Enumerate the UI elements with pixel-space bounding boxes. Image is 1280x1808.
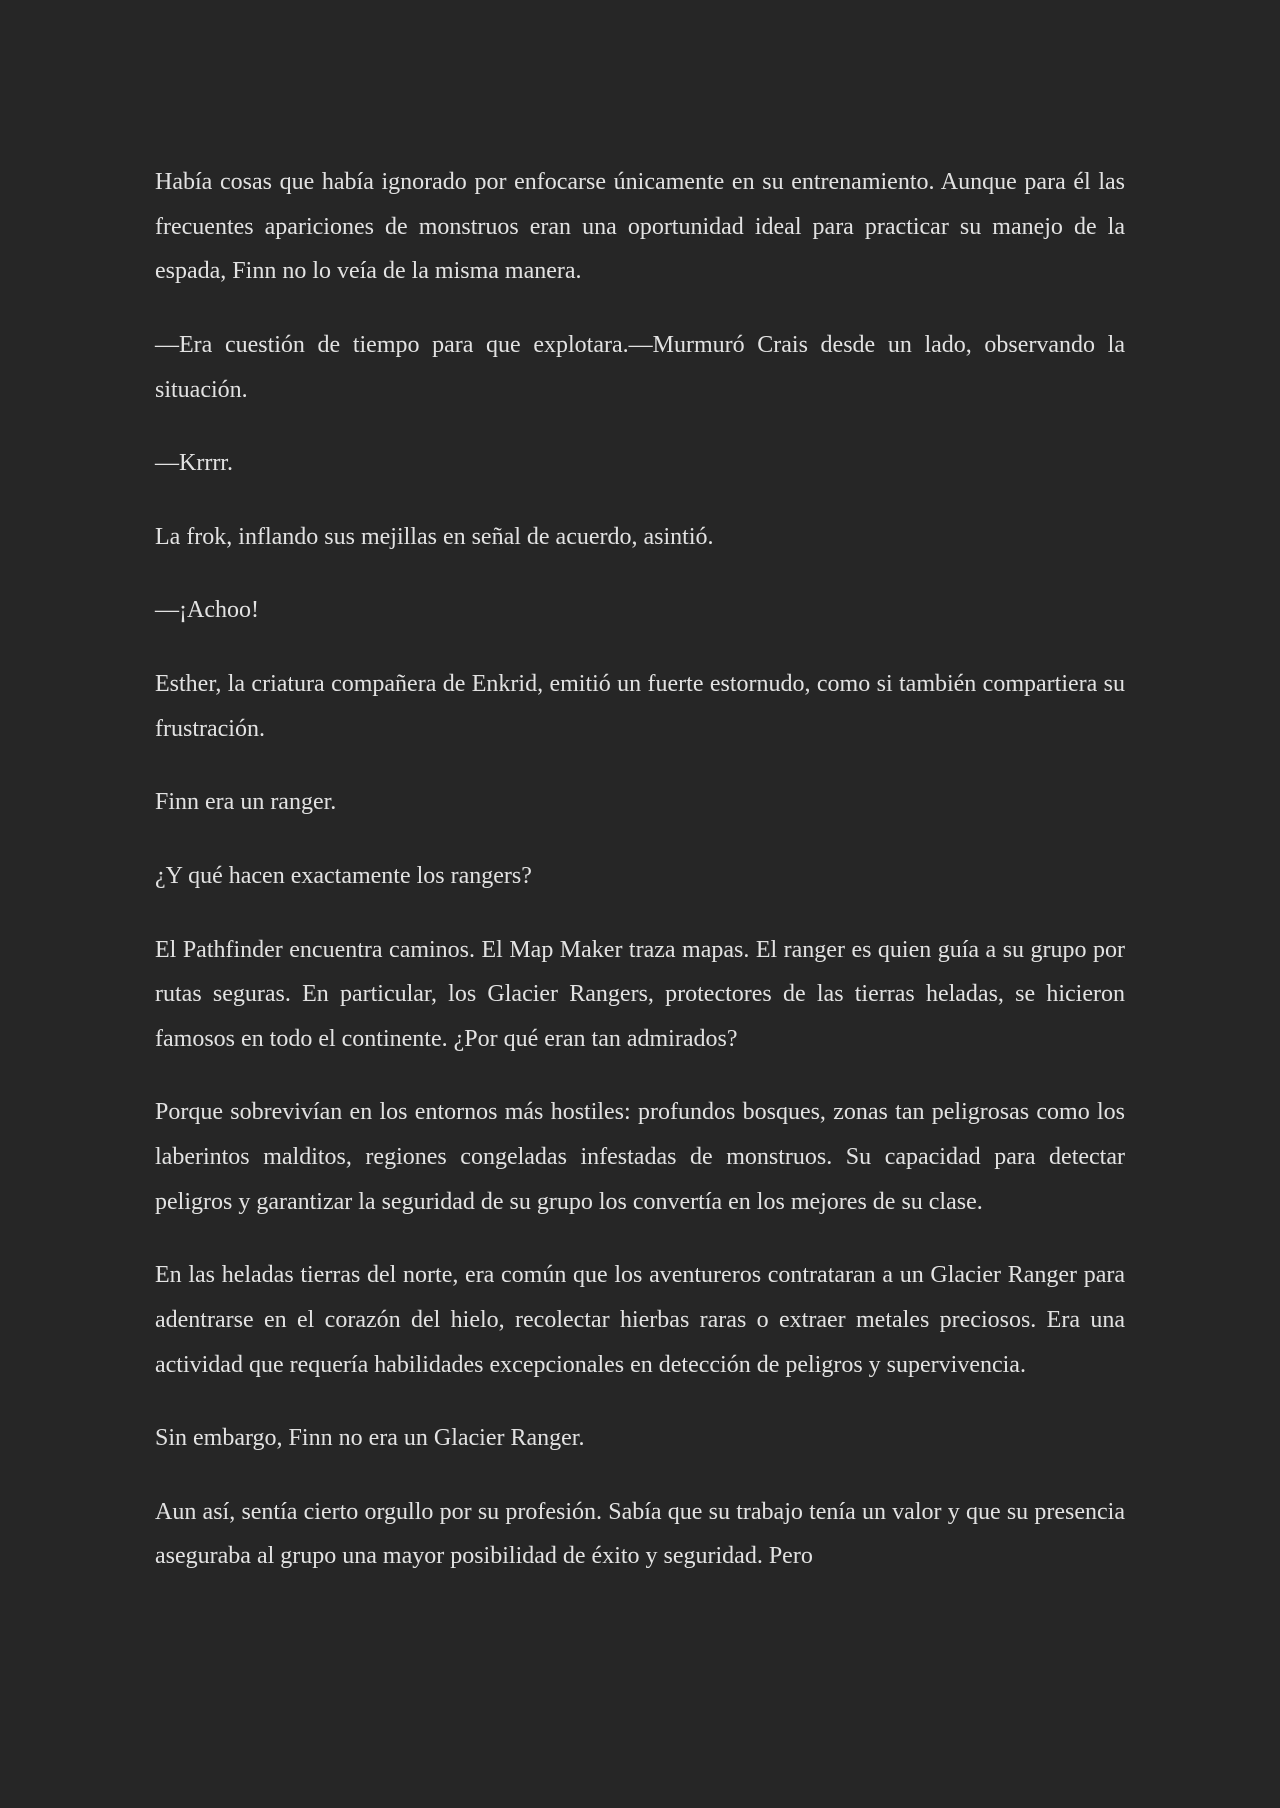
paragraph: Finn era un ranger. bbox=[155, 789, 337, 816]
paragraph: ¿Y qué hacen exactamente los rangers? bbox=[155, 862, 532, 889]
paragraph-dialogue: —Krrrr. bbox=[155, 450, 233, 477]
paragraph: Aun así, sentía cierto orgullo por su profesión. Sabía que su trabajo tenía un valor y que su presencia aseguraba al grupo una mayor posibilidad de éxito y seguridad. Pero bbox=[155, 1498, 1125, 1570]
paragraph: Sin embargo, Finn no era un Glacier Ranger. bbox=[155, 1425, 585, 1452]
paragraph: Porque sobrevivían en los entornos más hostiles: profundos bosques, zonas tan peligrosas como los laberintos malditos, regiones congeladas infestadas de monstruos. Su capacidad para detectar peligros y garantizar la seguridad de su grupo los convertía en los mejores de su clase. bbox=[155, 1099, 1125, 1215]
paragraph-dialogue: —Era cuestión de tiempo para que explotara.—Murmuró Crais desde un lado, observando la situación. bbox=[155, 331, 1125, 403]
paragraph: Esther, la criatura compañera de Enkrid, emitió un fuerte estornudo, como si también compartiera su frustración. bbox=[155, 671, 1125, 742]
chapter-text bbox=[155, 160, 1125, 1579]
paragraph-dialogue: —¡Achoo! bbox=[155, 597, 259, 624]
paragraph: El Pathfinder encuentra caminos. El Map Maker traza mapas. El ranger es quien guía a su grupo por rutas seguras. En particular, los Glacier Rangers, protectores de las tierras heladas, se hicieron famosos en todo el continente. ¿Por qué eran tan admirados? bbox=[155, 936, 1125, 1052]
paragraph: Había cosas que había ignorado por enfocarse únicamente en su entrenamiento. Aunque para él las frecuentes apariciones de monstruos eran una oportunidad ideal para practicar su manejo de la espada, Finn no lo veía de la misma manera. bbox=[155, 169, 1125, 285]
paragraph: En las heladas tierras del norte, era común que los aventureros contrataran a un Glacier Ranger para adentrarse en el corazón del hielo, recolectar hierbas raras o extraer metales preciosos. Era una actividad que requería habilidades excepcionales en detección de peligros y supervivencia. bbox=[155, 1262, 1125, 1378]
paragraph: La frok, inflando sus mejillas en señal de acuerdo, asintió. bbox=[155, 523, 714, 550]
